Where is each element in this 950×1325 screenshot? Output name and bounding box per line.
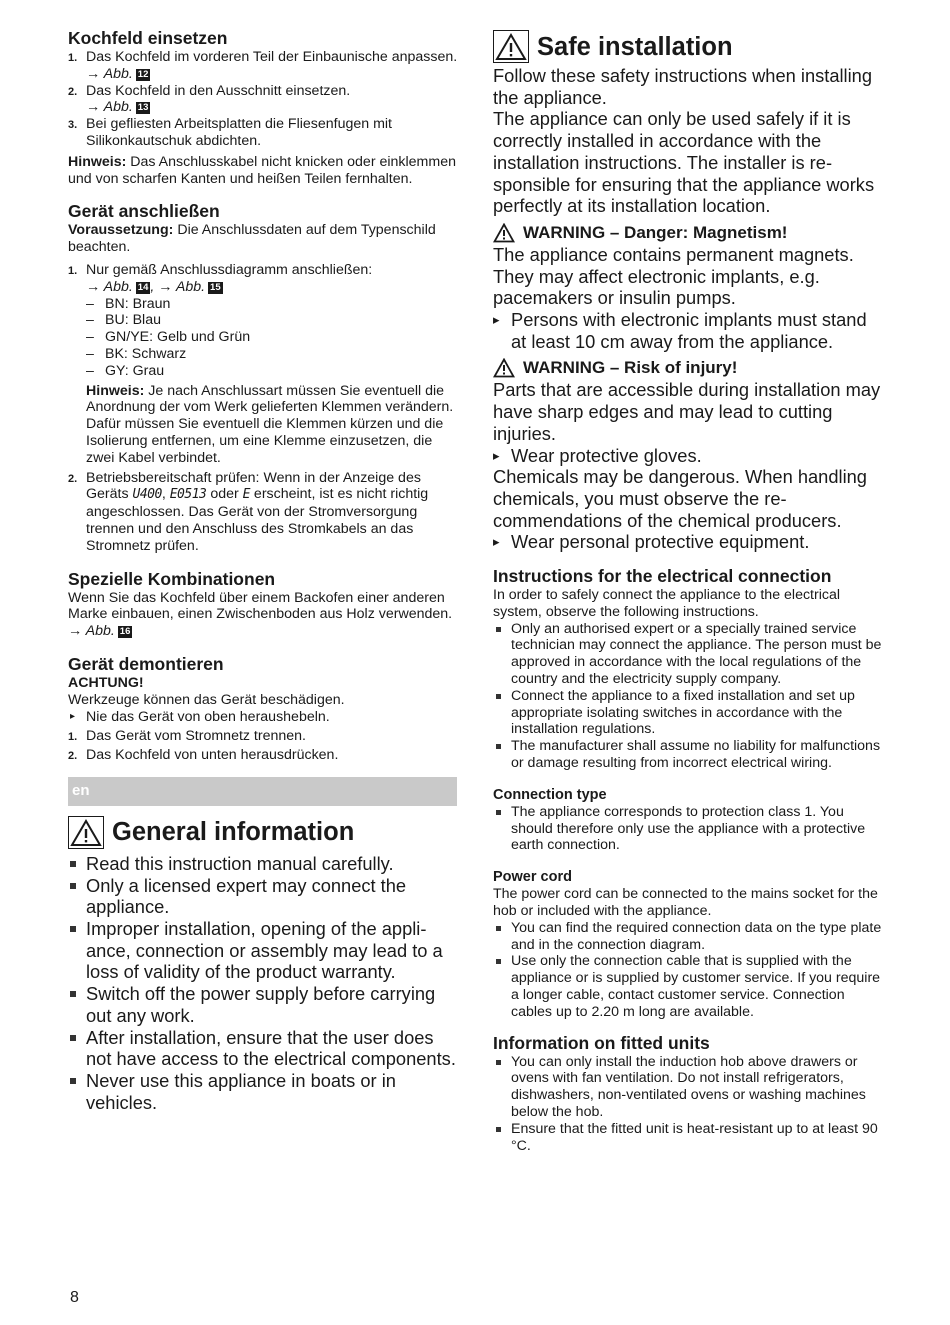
step-item — [68, 747, 460, 764]
language-bar — [68, 777, 457, 806]
section-heading-fitted-units: Information on fitted units — [493, 1032, 710, 1053]
list-item: Switch off the power supply before carrying out any work. — [68, 983, 460, 1026]
display-code: U400 — [132, 487, 162, 503]
page-number: 8 — [70, 1289, 79, 1306]
wire-color-list — [86, 296, 460, 380]
step-text: Das Kochfeld in den Ausschnitt einsetzen. — [86, 82, 351, 99]
section-heading-connection-type: Connection type — [493, 786, 607, 803]
figure-number: 13 — [137, 102, 149, 114]
section-heading-spezielle-kombinationen: Spezielle Kombinationen — [68, 568, 276, 589]
demontieren-steps — [68, 728, 460, 764]
section-heading-geraet-demontieren: Gerät demontieren — [68, 653, 224, 674]
section-heading-kochfeld-einsetzen: Kochfeld einsetzen — [68, 28, 228, 48]
step-number: 1. — [68, 731, 78, 744]
separator-text: , — [161, 486, 170, 503]
kochfeld-einsetzen-steps — [68, 49, 460, 150]
step-text: Das Gerät vom Stromnetz trennen. — [86, 728, 306, 745]
list-item: Never use this appliance in boats or in vehicles. — [68, 1070, 460, 1113]
achtung-text: Werkzeuge können das Gerät beschädigen. — [68, 691, 345, 708]
figure-ref-text: → Abb. — [86, 99, 133, 116]
left-column — [68, 28, 460, 1113]
action-list — [493, 309, 885, 352]
step-number: 2. — [68, 750, 78, 763]
step-item — [68, 116, 460, 150]
note-label: Hinweis: — [68, 153, 127, 170]
paragraph: Follow these safety instructions when installing the appliance. — [493, 65, 873, 108]
figure-number: 15 — [210, 281, 221, 293]
list-item: Use only the connection cable that is supplied with the appliance or is supplied by customer service. If you require a longer cable, contact customer service. Connection cables up to 2.20 m long are available. — [493, 953, 885, 1020]
list-item: – BN: Braun — [86, 296, 460, 313]
step-number: 2. — [68, 85, 78, 98]
list-item: ▸ Wear protective gloves. — [493, 445, 885, 467]
warning-heading-magnetism — [493, 222, 885, 244]
step-number: 1. — [68, 52, 78, 64]
list-item: – BU: Blau — [86, 312, 460, 329]
step-item — [68, 470, 460, 555]
heading-text: Safe installation — [537, 32, 733, 61]
step-item — [68, 83, 460, 117]
section-heading-electrical-connection: Instructions for the electrical connection — [493, 566, 832, 587]
list-item: – GN/YE: Gelb und Grün — [86, 329, 460, 346]
step-number: 1. — [68, 264, 78, 277]
warning-triangle-icon — [68, 816, 104, 849]
list-item: – BK: Schwarz — [86, 346, 460, 363]
list-item: Connect the appliance to a fixed installation and set up appropriate isolating switches in accordance with the installation regulations. — [493, 688, 885, 738]
list-item: You can only install the induction hob above drawers or ovens with fan ventilation. Do not install refrigerators, dishwashers, non-ventilated ovens or washing machines below the hob. — [493, 1054, 885, 1121]
hinweis-note — [68, 154, 460, 188]
paragraph: Wenn Sie das Kochfeld über einem Backofen einer anderen Marke einbauen, einen Zwischenboden aus Holz verwenden. — [68, 589, 453, 623]
connection-type-list — [493, 804, 885, 854]
step-text: Das Kochfeld von unten herausdrücken. — [86, 747, 339, 764]
section-heading-safe-installation — [493, 30, 885, 63]
list-item: Read this instruction manual carefully. — [68, 853, 460, 875]
list-item: Only a licensed expert may connect the appliance. — [68, 875, 460, 918]
list-item: Ensure that the fitted unit is heat-resistant up to at least 90 °C. — [493, 1121, 885, 1155]
language-code: en — [72, 781, 90, 799]
step-text: Betriebsbereitschaft prüfen: Wenn in der Anzeige des Geräts — [86, 469, 421, 503]
figure-reference — [68, 623, 460, 640]
warning-title: WARNING – Danger: Magnetism! — [523, 222, 788, 242]
figure-reference — [86, 66, 460, 83]
warning-title: WARNING – Risk of injury! — [523, 358, 738, 378]
fitted-units-list — [493, 1054, 885, 1155]
warning-triangle-icon — [493, 358, 515, 378]
list-item: The appliance corresponds to protection class 1. You should therefore only use the appliance with a protective earth connection. — [493, 804, 885, 854]
list-item: After installation, ensure that the user does not have access to the electrical components. — [68, 1027, 460, 1070]
paragraph: The appliance can only be used safely if it is correctly installed in accordance with the installation instructions. The installer is responsible for ensuring that the appliance works perfectly at its installation location. — [493, 108, 875, 217]
step-text: erscheint, ist es nicht richtig angeschlossen. Das Gerät von der Stromversorgung trennen und den Anschluss des Stromkabels an das Stromnetz prüfen. — [86, 486, 429, 554]
list-item: ▸ Nie das Gerät von oben heraushebeln. — [68, 709, 460, 726]
step-item — [68, 728, 460, 745]
action-list — [493, 531, 885, 553]
figure-ref-text: → Abb. — [86, 65, 133, 82]
section-heading-general-information — [68, 816, 460, 849]
prereq-label: Voraussetzung: — [68, 222, 174, 239]
paragraph: The appliance contains permanent magnets. They may affect electronic implants, e.g. pacemakers or insulin pumps. — [493, 243, 854, 309]
warning-heading-injury — [493, 357, 885, 379]
separator-text: oder — [206, 486, 243, 503]
figure-number: 12 — [137, 68, 149, 80]
hinweis-note — [86, 383, 460, 467]
list-item: – GY: Grau — [86, 363, 460, 380]
section-heading-geraet-anschliessen: Gerät anschließen — [68, 201, 220, 222]
step-text: Das Kochfeld im vorderen Teil der Einbaunische anpassen. — [86, 49, 458, 65]
figure-ref-text: , → Abb. — [150, 278, 206, 295]
figure-reference — [86, 99, 460, 116]
figure-reference — [86, 279, 460, 296]
action-list — [68, 709, 460, 726]
list-item: Improper installation, opening of the appliance, connection or assembly may lead to a loss of validity of the product warranty. — [68, 918, 460, 983]
general-info-list — [68, 853, 460, 1113]
heading-text: General information — [112, 818, 355, 847]
list-item: ▸ Persons with electronic implants must stand at least 10 cm away from the appliance. — [493, 309, 885, 352]
paragraph: The power cord can be connected to the mains socket for the hob or included with the appliance. — [493, 886, 878, 920]
warning-triangle-icon — [493, 223, 515, 243]
step-text: Nur gemäß Anschlussdiagramm anschließen: — [86, 261, 373, 278]
list-item: ▸ Wear personal protective equipment. — [493, 531, 885, 553]
display-code: E0513 — [169, 487, 207, 503]
step-item — [68, 49, 460, 83]
figure-ref-text: → Abb. — [86, 278, 133, 295]
right-column — [493, 30, 885, 1154]
electrical-list — [493, 621, 885, 772]
display-code: E — [242, 487, 250, 503]
list-item: Only an authorised expert or a specially trained service technician may connect the appliance. The person must be approved in accordance with the local regulations of the country and the electricity supply company. — [493, 621, 885, 688]
note-text: Je nach Anschlussart müssen Sie eventuell die Anordnung der vom Werk gelieferten Klemmen verändern. Dafür müssen Sie eventuell die Klemmen kürzen und die Isolierung entfernen, um eine Klemme einzusetzen, die zwei Kabel verbindet. — [86, 382, 454, 466]
figure-number: 16 — [119, 626, 131, 638]
prerequisite — [68, 222, 460, 256]
figure-ref-text: → Abb. — [68, 623, 115, 640]
step-number: 3. — [68, 119, 78, 132]
list-item: You can find the required connection data on the type plate and in the connection diagram. — [493, 920, 885, 954]
note-text: Das Anschlusskabel nicht knicken oder einklemmen und von scharfen Kanten und heißen Teilen fernhalten. — [68, 153, 456, 187]
warning-triangle-icon — [493, 30, 529, 63]
list-item: The manufacturer shall assume no liability for malfunctions or damage resulting from incorrect electrical wiring. — [493, 738, 885, 772]
section-heading-power-cord: Power cord — [493, 869, 572, 886]
action-list — [493, 445, 885, 467]
step-number: 2. — [68, 472, 78, 485]
paragraph: Chemicals may be dangerous. When handling chemicals, you must observe the recommendations of the chemical producers. — [493, 466, 867, 531]
anschliessen-steps — [68, 262, 460, 555]
prereq-text: Die Anschlussdaten auf dem Typenschild beachten. — [68, 222, 436, 256]
power-cord-list — [493, 920, 885, 1021]
paragraph: Parts that are accessible during installation may have sharp edges and may lead to cutting injuries. — [493, 379, 881, 444]
note-label: Hinweis: — [86, 382, 145, 399]
achtung-label: ACHTUNG! — [68, 674, 144, 691]
figure-number: 14 — [137, 281, 149, 293]
paragraph: In order to safely connect the appliance to the electrical system, observe the following instructions. — [493, 587, 841, 620]
step-text: Bei gefliesten Arbeitsplatten die Fliesenfugen mit Silikonkautschuk abdichten. — [86, 116, 393, 149]
step-item — [68, 262, 460, 467]
